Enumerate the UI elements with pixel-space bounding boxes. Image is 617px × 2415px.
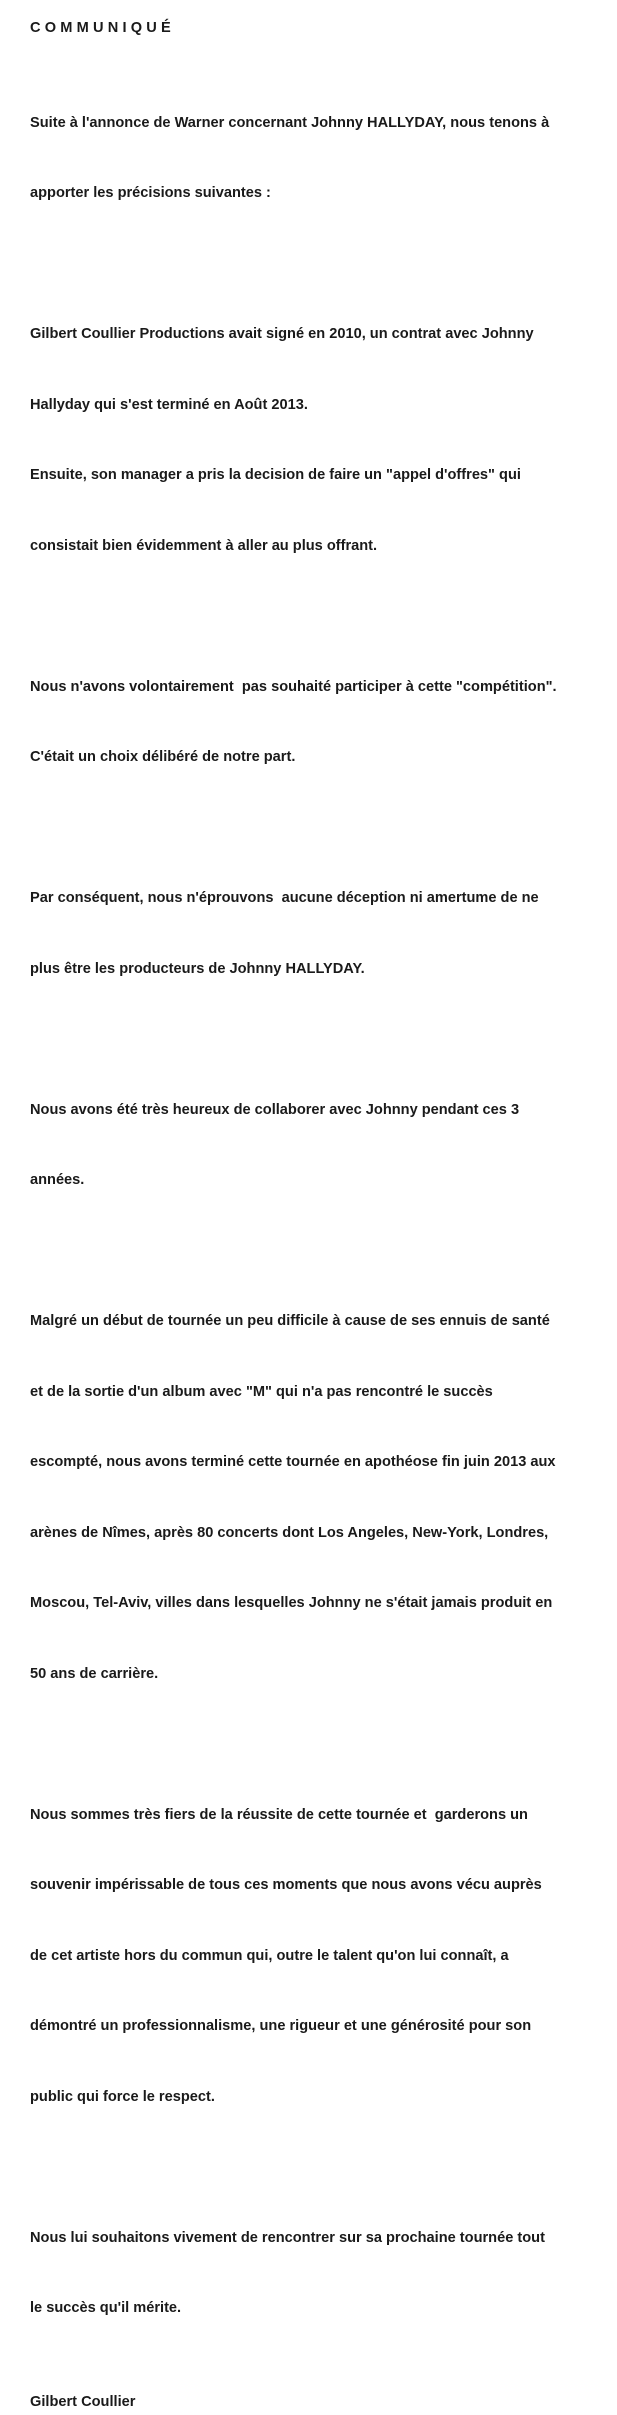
document-title: COMMUNIQUÉ <box>30 20 175 36</box>
paragraph-wishes <box>30 2180 610 2368</box>
paragraph-line: Nous sommes très fiers de la réussite de cette tournée et garderons un <box>30 1806 528 1823</box>
paragraph-line: Moscou, Tel-Aviv, villes dans lesquelles Johnny ne s'était jamais produit en <box>30 1595 553 1611</box>
signature: Gilbert Coullier <box>30 2394 136 2410</box>
paragraph-line: public qui force le respect. <box>30 2088 215 2105</box>
paragraph-line: Hallyday qui s'est terminé en Août 2013. <box>30 396 308 413</box>
communique-document <box>30 17 610 2415</box>
paragraph-collaboration <box>30 1052 610 1240</box>
paragraph-line: Par conséquent, nous n'éprouvons aucune déception ni amertume de ne <box>30 890 539 906</box>
paragraph-line: Ensuite, son manager a pris la decision de faire un "appel d'offres" qui <box>30 467 521 483</box>
paragraph-line: 50 ans de carrière. <box>30 1665 159 1682</box>
paragraph-line: Nous lui souhaitons vivement de rencontrer sur sa prochaine tournée tout <box>30 2229 545 2246</box>
paragraph-line: apporter les précisions suivantes : <box>30 185 271 201</box>
paragraph-line: Nous avons été très heureux de collaborer avec Johnny pendant ces 3 <box>30 1101 520 1118</box>
paragraph-line: Suite à l'annonce de Warner concernant Johnny HALLYDAY, nous tenons à <box>30 114 550 131</box>
paragraph-line: arènes de Nîmes, après 80 concerts dont Los Angeles, New-York, Londres, <box>30 1524 549 1541</box>
paragraph-contract <box>30 276 610 605</box>
paragraph-line: et de la sortie d'un album avec "M" qui n'a pas rencontré le succès <box>30 1383 493 1400</box>
paragraph-line: escompté, nous avons terminé cette tournée en apothéose fin juin 2013 aux <box>30 1454 556 1470</box>
paragraph-intro <box>30 65 610 253</box>
paragraph-line: Nous n'avons volontairement pas souhaité participer à cette "compétition". <box>30 678 557 695</box>
paragraph-line: plus être les producteurs de Johnny HALLYDAY. <box>30 960 365 977</box>
paragraph-line: souvenir impérissable de tous ces moments que nous avons vécu auprès <box>30 1877 542 1893</box>
paragraph-line: de cet artiste hors du commun qui, outre le talent qu'on lui connaît, a <box>30 1947 509 1964</box>
paragraph-line: le succès qu'il mérite. <box>30 2300 182 2316</box>
paragraph-pride <box>30 1757 610 2157</box>
paragraph-line: années. <box>30 1172 85 1188</box>
paragraph-no-disappointment <box>30 840 610 1028</box>
paragraph-competition <box>30 629 610 817</box>
paragraph-line: C'était un choix délibéré de notre part. <box>30 749 296 765</box>
paragraph-line: démontré un professionnalisme, une rigueur et une générosité pour son <box>30 2018 532 2034</box>
paragraph-line: Gilbert Coullier Productions avait signé en 2010, un contrat avec Johnny <box>30 326 534 342</box>
paragraph-line: Malgré un début de tournée un peu difficile à cause de ses ennuis de santé <box>30 1313 550 1329</box>
paragraph-line: consistait bien évidemment à aller au plus offrant. <box>30 537 378 554</box>
paragraph-tour <box>30 1263 610 1733</box>
